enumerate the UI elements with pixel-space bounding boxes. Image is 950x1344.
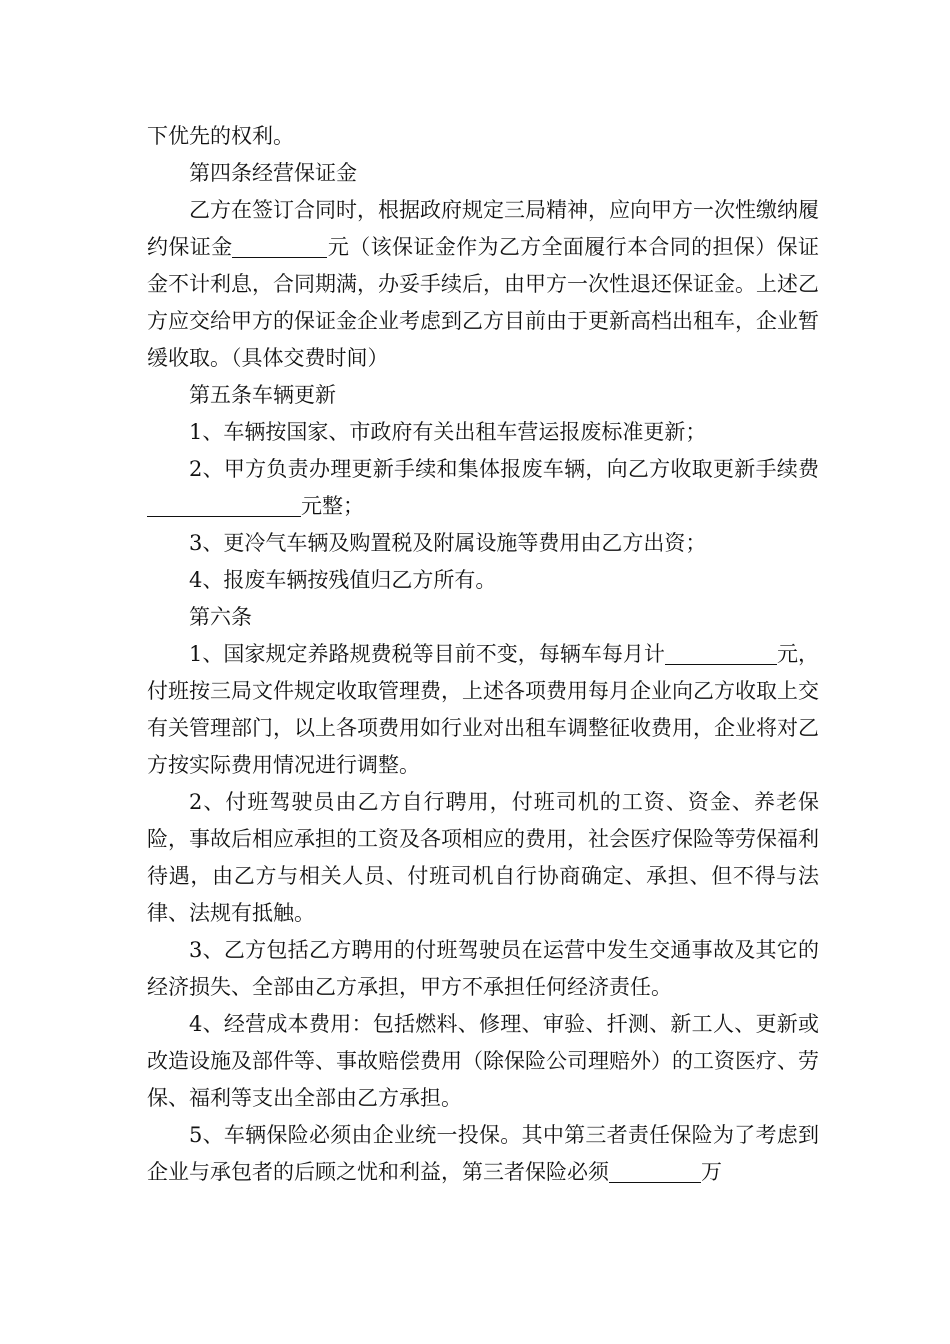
- paragraph-text: 1、车辆按国家、市政府有关出租车营运报废标准更新；: [189, 420, 707, 444]
- article-5-item-2: [147, 451, 819, 525]
- article-5-item-3: [147, 525, 819, 562]
- paragraph-text: 下优先的权利。: [147, 124, 294, 148]
- article-6-item-5: [147, 1117, 819, 1191]
- article-5-item-4: [147, 562, 819, 599]
- article-5-heading: [147, 377, 819, 414]
- paragraph-text: 元（该保证金作为乙方全面履行本合同的担保）保证金不计利息，合同期满，办妥手续后，由甲方一次性退还保证金。上述乙方应交给甲方的保证金企业考虑到乙方目前由于更新高档出租车，企业暂缓收取。（具体交费时间）: [147, 235, 820, 370]
- paragraph-text: 4、报废车辆按残值归乙方所有。: [189, 568, 497, 592]
- paragraph-text: 3、乙方包括乙方聘用的付班驾驶员在运营中发生交通事故及其它的经济损失、全部由乙方承担，甲方不承担任何经济责任。: [147, 938, 819, 999]
- paragraph-text: 乙方在签订合同时，根据政府规定三局精神，应向甲方一次性缴纳履约保证金: [147, 198, 819, 259]
- monthly-fee-blank: [665, 640, 777, 665]
- article-4-heading: [147, 155, 819, 192]
- heading-text: 第五条车辆更新: [189, 383, 336, 407]
- heading-text: 第六条: [189, 605, 252, 629]
- document-body: [147, 118, 819, 1191]
- renewal-fee-blank: [147, 492, 301, 517]
- paragraph-priority-right: [147, 118, 819, 155]
- paragraph-text: 2、付班驾驶员由乙方自行聘用，付班司机的工资、资金、养老保险，事故后相应承担的工资及各项相应的费用，社会医疗保险等劳保福利待遇，由乙方与相关人员、付班司机自行协商确定、承担、但不得与法律、法规有抵触。: [147, 790, 819, 925]
- heading-text: 第四条经营保证金: [189, 161, 357, 185]
- paragraph-text: 5、车辆保险必须由企业统一投保。其中第三者责任保险为了考虑到企业与承包者的后顾之忧和利益，第三者保险必须: [147, 1123, 819, 1184]
- insurance-amount-blank: [609, 1158, 701, 1183]
- deposit-amount-blank: [232, 233, 327, 258]
- article-4-paragraph: [147, 192, 819, 377]
- article-6-item-1: [147, 636, 819, 784]
- article-5-item-1: [147, 414, 819, 451]
- article-6-item-4: [147, 1006, 819, 1117]
- article-6-item-2: [147, 784, 819, 932]
- paragraph-text: 元，付班按三局文件规定收取管理费，上述各项费用每月企业向乙方收取上交有关管理部门，以上各项费用如行业对出租车调整征收费用，企业将对乙方按实际费用情况进行调整。: [147, 642, 820, 777]
- paragraph-text: 元整；: [301, 494, 364, 518]
- article-6-item-3: [147, 932, 819, 1006]
- paragraph-text: 万: [701, 1160, 722, 1184]
- paragraph-text: 4、经营成本费用：包括燃料、修理、审验、扦测、新工人、更新或改造设施及部件等、事故赔偿费用（除保险公司理赔外）的工资医疗、劳保、福利等支出全部由乙方承担。: [147, 1012, 819, 1110]
- paragraph-text: 3、更冷气车辆及购置税及附属设施等费用由乙方出资；: [189, 531, 707, 555]
- article-6-heading: [147, 599, 819, 636]
- paragraph-text: 1、国家规定养路规费税等目前不变，每辆车每月计: [189, 642, 665, 666]
- paragraph-text: 2、甲方负责办理更新手续和集体报废车辆，向乙方收取更新手续费: [189, 457, 819, 481]
